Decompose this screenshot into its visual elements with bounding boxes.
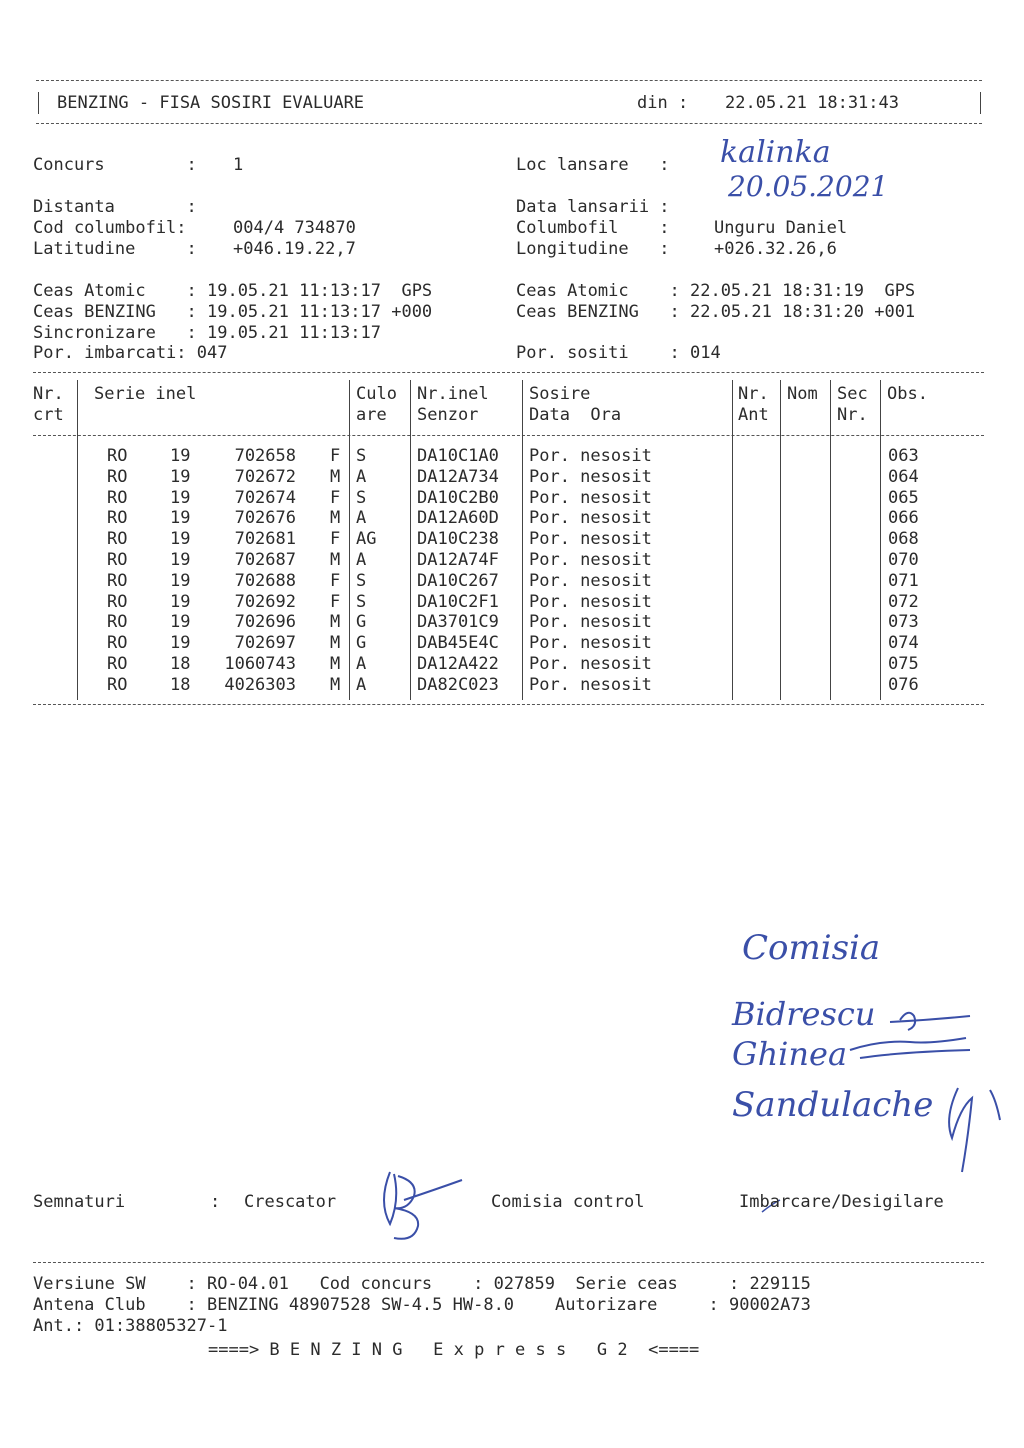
cell-sex: M: [330, 654, 341, 674]
cell-ring-number: 702658: [234, 446, 296, 466]
latitudine-value: +046.19.22,7: [233, 239, 356, 259]
columbofil-value: Unguru Daniel: [714, 218, 848, 238]
cell-country: RO: [107, 612, 128, 633]
cell-ring-number: 4026303: [224, 674, 296, 695]
cell-sensor: DA3701C9: [417, 612, 499, 633]
cell-obs: 068: [888, 529, 919, 550]
cell-sensor: DA10C267: [417, 570, 499, 591]
footer-divider: [33, 1262, 984, 1263]
loc-lansare-label: Loc lansare :: [516, 155, 670, 175]
cell-sex: M: [330, 550, 341, 570]
cell-obs: 071: [888, 570, 919, 591]
cell-obs: 075: [888, 654, 919, 674]
semnaturi-label: Semnaturi: [33, 1192, 126, 1212]
footer-line-3: Ant.: 01:38805327-1: [33, 1316, 228, 1336]
cell-ring-number: 702681: [234, 529, 296, 550]
cell-sex: M: [330, 674, 341, 695]
cell-color: A: [356, 508, 367, 529]
cell-ring-number: 702692: [234, 591, 296, 612]
cell-ring-number: 702696: [234, 612, 296, 633]
cell-country: RO: [107, 550, 128, 570]
cell-year: 19: [170, 591, 191, 612]
cell-sex: M: [330, 633, 341, 654]
cell-obs: 066: [888, 508, 919, 529]
comisia-control-label: Comisia control: [491, 1192, 645, 1212]
cell-sex: M: [330, 466, 341, 487]
cell-sex: M: [330, 508, 341, 529]
header-culo: Culo: [356, 384, 397, 404]
header-nom: Nom: [787, 384, 818, 404]
header-nr: Nr.: [33, 384, 64, 404]
cell-country: RO: [107, 487, 128, 508]
distanta-label: Distanta :: [33, 197, 197, 217]
cell-obs: 070: [888, 550, 919, 570]
sincronizare: Sincronizare : 19.05.21 11:13:17: [33, 323, 381, 343]
cell-arrival: Por. nesosit: [529, 591, 652, 612]
cell-arrival: Por. nesosit: [529, 529, 652, 550]
cell-year: 19: [170, 633, 191, 654]
cell-obs: 074: [888, 633, 919, 654]
cell-color: S: [356, 570, 367, 591]
cell-sensor: DA12A422: [417, 654, 499, 674]
cell-sensor: DA10C1A0: [417, 446, 499, 466]
cell-obs: 072: [888, 591, 919, 612]
ceas-benzing-arrival: Ceas BENZING : 22.05.21 18:31:20 +001: [516, 302, 916, 322]
data-lansarii-handwritten: 20.05.2021: [728, 170, 889, 203]
cell-arrival: Por. nesosit: [529, 508, 652, 529]
cell-country: RO: [107, 633, 128, 654]
cell-ring-number: 702688: [234, 570, 296, 591]
header-sosire: Sosire: [529, 384, 591, 404]
cell-country: RO: [107, 466, 128, 487]
cell-year: 19: [170, 508, 191, 529]
cell-color: S: [356, 487, 367, 508]
cell-arrival: Por. nesosit: [529, 446, 652, 466]
header-sec-nr: Nr.: [837, 405, 868, 425]
header-nr-ant: Nr.: [738, 384, 769, 404]
benzing-banner: ====> B E N Z I N G E x p r e s s G 2 <====: [208, 1340, 700, 1360]
footer-line-1: Versiune SW : RO-04.01 Cod concurs : 027859 Serie ceas : 229115: [33, 1274, 811, 1294]
cell-color: S: [356, 446, 367, 466]
longitudine-value: +026.32.26,6: [714, 239, 837, 259]
cell-arrival: Por. nesosit: [529, 570, 652, 591]
header-senzor: Senzor: [417, 405, 479, 425]
cell-arrival: Por. nesosit: [529, 633, 652, 654]
cell-year: 19: [170, 446, 191, 466]
cell-ring-number: 1060743: [224, 654, 296, 674]
concurs-label: Concurs :: [33, 155, 197, 175]
commission-member-3: Sandulache: [732, 1085, 934, 1125]
signature-mark-2: [850, 1038, 970, 1058]
crescator-label: Crescator: [244, 1192, 337, 1212]
cell-sex: F: [330, 487, 341, 508]
cell-obs: 076: [888, 674, 919, 695]
cell-country: RO: [107, 446, 128, 466]
cell-sensor: DA10C2B0: [417, 487, 499, 508]
cod-columbofil-label: Cod columbofil:: [33, 218, 187, 238]
cell-sex: F: [330, 570, 341, 591]
cell-sex: F: [330, 446, 341, 466]
cell-sex: M: [330, 612, 341, 633]
header-crt: crt: [33, 405, 64, 425]
cell-arrival: Por. nesosit: [529, 612, 652, 633]
cell-sensor: DA12A734: [417, 466, 499, 487]
cell-country: RO: [107, 529, 128, 550]
cell-arrival: Por. nesosit: [529, 466, 652, 487]
header-nr-inel: Nr.inel: [417, 384, 489, 404]
cell-year: 19: [170, 570, 191, 591]
longitudine-label: Longitudine :: [516, 239, 670, 259]
crescator-signature: [384, 1172, 462, 1239]
cell-obs: 073: [888, 612, 919, 633]
cell-year: 19: [170, 466, 191, 487]
loc-lansare-handwritten: kalinka: [720, 135, 831, 170]
commission-member-1: Bidrescu: [732, 995, 876, 1033]
cell-color: A: [356, 654, 367, 674]
imbarcare-label: Imbarcare/Desigilare: [739, 1192, 944, 1212]
cell-country: RO: [107, 674, 128, 695]
cell-sex: F: [330, 529, 341, 550]
ceas-atomic-arrival: Ceas Atomic : 22.05.21 18:31:19 GPS: [516, 281, 916, 301]
header-sec: Sec: [837, 384, 868, 404]
header-obs: Obs.: [887, 384, 928, 404]
cell-year: 19: [170, 612, 191, 633]
cell-color: G: [356, 612, 367, 633]
commission-member-2: Ghinea: [732, 1035, 848, 1073]
cell-obs: 063: [888, 446, 919, 466]
cell-color: A: [356, 674, 367, 695]
cell-country: RO: [107, 654, 128, 674]
cell-country: RO: [107, 570, 128, 591]
cell-ring-number: 702676: [234, 508, 296, 529]
cell-ring-number: 702672: [234, 466, 296, 487]
ceas-atomic-launch: Ceas Atomic : 19.05.21 11:13:17 GPS: [33, 281, 433, 301]
cell-sensor: DAB45E4C: [417, 633, 499, 654]
din-timestamp: 22.05.21 18:31:43: [725, 93, 899, 113]
cell-ring-number: 702674: [234, 487, 296, 508]
cell-ring-number: 702697: [234, 633, 296, 654]
cell-sensor: DA10C238: [417, 529, 499, 550]
footer-line-2: Antena Club : BENZING 48907528 SW-4.5 HW-8.0 Autorizare : 90002A73: [33, 1295, 811, 1315]
cell-year: 18: [170, 654, 191, 674]
cell-color: G: [356, 633, 367, 654]
cell-color: A: [356, 466, 367, 487]
signature-mark-3: [949, 1088, 1000, 1172]
cell-obs: 064: [888, 466, 919, 487]
signature-mark-1: [890, 1013, 970, 1030]
header-data-ora: Data Ora: [529, 405, 622, 425]
por-sositi: Por. sositi : 014: [516, 343, 721, 363]
columbofil-label: Columbofil :: [516, 218, 670, 238]
concurs-value: 1: [233, 155, 244, 175]
cell-sensor: DA82C023: [417, 674, 499, 695]
cell-color: S: [356, 591, 367, 612]
cell-sensor: DA12A60D: [417, 508, 499, 529]
cell-arrival: Por. nesosit: [529, 654, 652, 674]
cell-arrival: Por. nesosit: [529, 674, 652, 695]
latitudine-label: Latitudine :: [33, 239, 197, 259]
cell-year: 19: [170, 550, 191, 570]
data-lansarii-label: Data lansarii :: [516, 197, 670, 217]
comisia-handwritten-title: Comisia: [742, 928, 881, 968]
ceas-benzing-launch: Ceas BENZING : 19.05.21 11:13:17 +000: [33, 302, 433, 322]
din-label: din :: [637, 93, 689, 113]
cell-arrival: Por. nesosit: [529, 487, 652, 508]
cell-arrival: Por. nesosit: [529, 550, 652, 570]
cell-sensor: DA12A74F: [417, 550, 499, 570]
cell-color: AG: [356, 529, 377, 550]
cod-columbofil-value: 004/4 734870: [233, 218, 356, 238]
page-title: BENZING - FISA SOSIRI EVALUARE: [57, 93, 365, 113]
cell-sensor: DA10C2F1: [417, 591, 499, 612]
por-imbarcati: Por. imbarcati: 047: [33, 343, 228, 363]
cell-obs: 065: [888, 487, 919, 508]
cell-color: A: [356, 550, 367, 570]
cell-year: 18: [170, 674, 191, 695]
cell-ring-number: 702687: [234, 550, 296, 570]
cell-country: RO: [107, 591, 128, 612]
cell-year: 19: [170, 529, 191, 550]
cell-sex: F: [330, 591, 341, 612]
cell-year: 19: [170, 487, 191, 508]
semnaturi-colon: :: [210, 1192, 221, 1212]
header-are: are: [356, 405, 387, 425]
cell-country: RO: [107, 508, 128, 529]
header-ant: Ant: [738, 405, 769, 425]
header-serie-inel: Serie inel: [94, 384, 197, 404]
